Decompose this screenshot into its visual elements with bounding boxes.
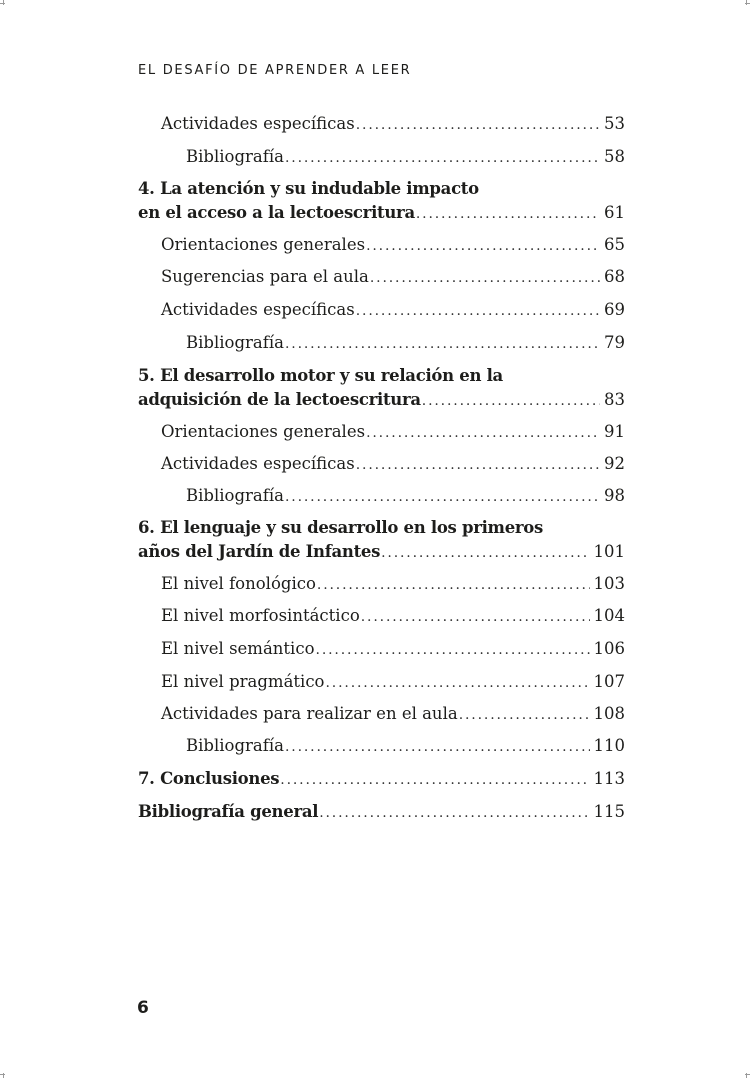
dot-leader: [459, 703, 590, 727]
dot-leader: [285, 332, 600, 356]
chapter-heading: 6. El lenguaje y su desarrollo en los primeros: [138, 518, 544, 537]
dot-leader: [285, 485, 600, 509]
toc-chapter-entry: [138, 201, 625, 226]
toc-entry-title: adquisición de la lectoescritura: [138, 390, 421, 409]
toc-entry-page: 107: [593, 672, 625, 691]
toc-entry: [186, 484, 625, 509]
toc-entry-page: 108: [593, 704, 625, 723]
dot-leader: [422, 389, 600, 413]
toc-entry-title: El nivel semántico: [161, 639, 315, 658]
page-number: 6: [137, 998, 149, 1018]
dot-leader: [326, 671, 590, 695]
chapter-heading: 4. La atención y su indudable impacto: [138, 179, 479, 198]
toc-entry-page: 58: [604, 147, 625, 166]
toc-entry-title: Orientaciones generales: [161, 235, 366, 254]
toc-chapter-entry: [138, 388, 625, 413]
toc-entry-page: 61: [604, 203, 625, 222]
toc-entry-title: Bibliografía general: [138, 802, 319, 821]
toc-entry-page: 101: [593, 542, 625, 561]
toc-entry-page: 115: [593, 802, 625, 821]
toc-chapter-entry: [138, 800, 625, 825]
toc-entry-title: Bibliografía: [186, 147, 284, 166]
toc-entry-page: 68: [604, 267, 625, 286]
dot-leader: [366, 234, 600, 258]
toc-entry: [186, 331, 625, 356]
toc-entry-title: Orientaciones generales: [161, 422, 366, 441]
toc-entry: [161, 420, 625, 445]
toc-entry: [186, 145, 625, 170]
toc-entry-page: 113: [593, 769, 625, 788]
toc-entry-title: Bibliografía: [186, 736, 284, 755]
chapter-heading: 5. El desarrollo motor y su relación en la: [138, 366, 503, 385]
dot-leader: [366, 421, 600, 445]
toc-entry-page: 110: [593, 736, 625, 755]
toc-entry-title: en el acceso a la lectoescritura: [138, 203, 415, 222]
toc-entry: [161, 702, 625, 727]
toc-entry: [161, 233, 625, 258]
toc-entry-page: 104: [593, 606, 625, 625]
toc-entry: [161, 265, 625, 290]
toc-entry-title: años del Jardín de Infantes: [138, 542, 381, 561]
toc-entry-page: 98: [604, 486, 625, 505]
toc-entry-title: Actividades para realizar en el aula: [161, 704, 458, 723]
toc-chapter-entry: [138, 767, 625, 792]
toc-entry-title: Actividades específicas: [161, 300, 355, 319]
toc-entry-title: El nivel pragmático: [161, 672, 325, 691]
toc-entry: [161, 572, 625, 597]
dot-leader: [381, 541, 589, 565]
toc-entry-title: El nivel morfosintáctico: [161, 606, 360, 625]
toc-entry-page: 91: [604, 422, 625, 441]
toc-entry-title: Sugerencias para el aula: [161, 267, 369, 286]
dot-leader: [356, 113, 600, 137]
toc-entry: [161, 112, 625, 137]
toc-entry-page: 92: [604, 454, 625, 473]
dot-leader: [285, 735, 590, 759]
toc-entry-title: Actividades específicas: [161, 454, 355, 473]
toc-entry: [161, 298, 625, 323]
toc-chapter-entry: [138, 540, 625, 565]
toc-entry-title: Bibliografía: [186, 333, 284, 352]
toc-entry-title: Actividades específicas: [161, 114, 355, 133]
dot-leader: [319, 801, 589, 825]
toc-entry-title: Bibliografía: [186, 486, 284, 505]
dot-leader: [361, 605, 590, 629]
toc-entry-page: 103: [593, 574, 625, 593]
toc-entry: [161, 637, 625, 662]
toc-entry-page: 106: [593, 639, 625, 658]
dot-leader: [370, 266, 600, 290]
toc-entry: [161, 604, 625, 629]
toc-entry: [161, 670, 625, 695]
toc-entry-page: 69: [604, 300, 625, 319]
dot-leader: [280, 768, 589, 792]
toc-entry-page: 79: [604, 333, 625, 352]
toc-entry: [161, 452, 625, 477]
dot-leader: [416, 202, 600, 226]
dot-leader: [356, 299, 600, 323]
dot-leader: [356, 453, 600, 477]
toc-entry-title: 7. Conclusiones: [138, 769, 280, 788]
toc-entry-title: El nivel fonológico: [161, 574, 316, 593]
toc-entry-page: 65: [604, 235, 625, 254]
dot-leader: [285, 146, 600, 170]
dot-leader: [316, 638, 590, 662]
dot-leader: [317, 573, 590, 597]
toc-entry: [186, 734, 625, 759]
toc-entry-page: 83: [604, 390, 625, 409]
running-header: EL DESAFÍO DE APRENDER A LEER: [138, 63, 412, 78]
toc-entry-page: 53: [604, 114, 625, 133]
